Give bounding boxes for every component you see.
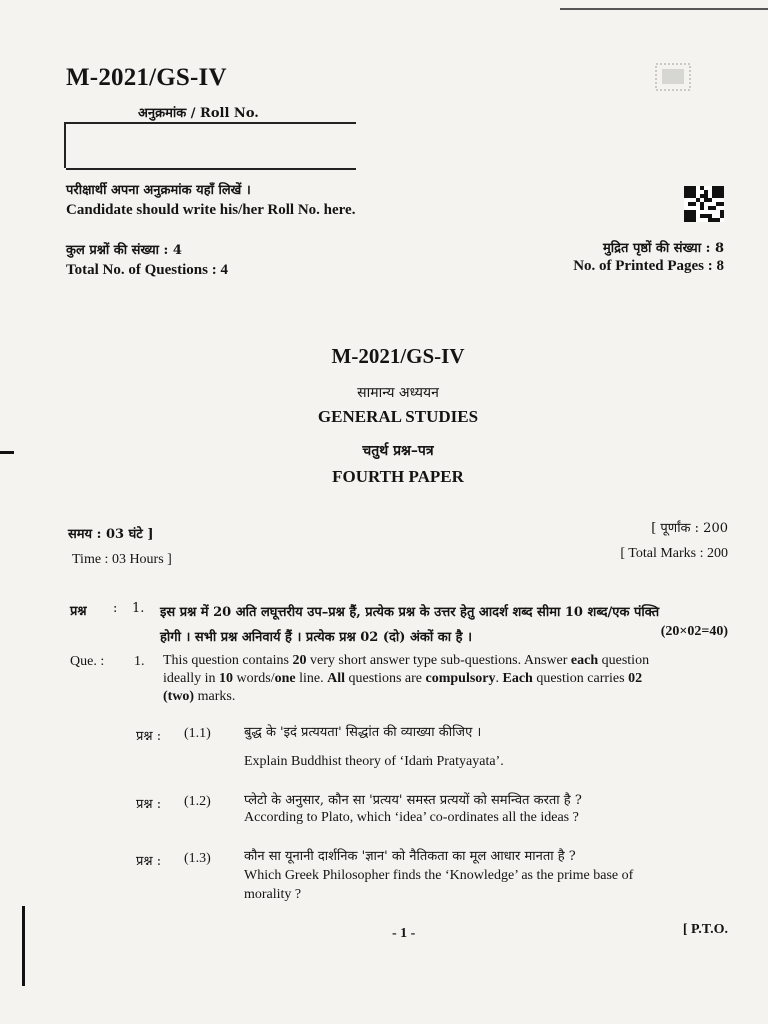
total-questions-english: Total No. of Questions : 4 (66, 262, 228, 278)
subject-hindi: सामान्य अध्ययन (357, 385, 439, 401)
question-label-hindi: प्रश्न (70, 604, 87, 619)
roll-instruction-english: Candidate should write his/her Roll No. here. (66, 202, 356, 218)
title-code: M-2021/GS-IV (331, 344, 465, 368)
please-turn-over: [ P.T.O. (682, 922, 728, 937)
printed-pages-english: No. of Printed Pages : 8 (573, 258, 724, 274)
question-text-english: This question contains 20 very short answer type sub-questions. Answer each question ideally in 10 words/one line. All questions are compulsory. Each question carries 02 (two) marks. (163, 653, 650, 704)
paper-english: FOURTH PAPER (332, 467, 464, 486)
roll-number-box[interactable] (64, 122, 356, 168)
question-number-hindi: 1. (132, 601, 145, 616)
sub-question-label: प्रश्न : (1.2) (136, 794, 211, 812)
top-edge-rule (560, 8, 768, 10)
time-english: Time : 03 Hours ] (72, 552, 172, 567)
stamp-mark-icon (652, 60, 696, 94)
question-colon: : (113, 601, 118, 616)
page-number: - 1 - (392, 926, 416, 941)
sub-question-text-english: Which Greek Philosopher finds the ‘Knowledge’ as the prime base of morality ? (244, 868, 634, 902)
total-questions-hindi: कुल प्रश्नों की संख्या : 4 (66, 243, 182, 258)
sub-question-label: प्रश्न : (1.1) (136, 726, 211, 744)
printed-pages-hindi: मुद्रित पृष्ठों की संख्या : 8 (603, 241, 724, 256)
question-number-english: 1. (134, 654, 145, 669)
question-label-english: Que. : (70, 654, 105, 669)
sub-question-number: (1.1) (184, 726, 211, 741)
total-marks-hindi: [ पूर्णांक : 200 (651, 521, 728, 536)
sub-question-number: (1.2) (184, 794, 211, 809)
qr-code-icon (684, 186, 724, 222)
sub-question-text-english: According to Plato, which ‘idea’ co-ordinates all the ideas ? (244, 810, 579, 825)
sub-question-number: (1.3) (184, 851, 211, 866)
sub-question-text-hindi: कौन सा यूनानी दार्शनिक 'ज्ञान' को नैतिकता का मूल आधार मानता है ? (244, 849, 576, 864)
question-text-hindi: इस प्रश्न में 20 अति लघूत्तरीय उप–प्रश्न हैं, प्रत्येक प्रश्न के उत्तर हेतु आदर्श शब्द सीमा 10 शब्द/एक पंक्ति होगी । सभी प्रश्न अनिवार्य हैं । प्रत्येक प्रश्न 02 (दो) अंकों का है । (160, 605, 660, 645)
paper-hindi: चतुर्थ प्रश्न–पत्र (362, 443, 434, 459)
roll-number-label: अनुक्रमांक / Roll No. (138, 106, 259, 121)
roll-instruction-hindi: परीक्षार्थी अपना अनुक्रमांक यहाँ लिखें । (66, 183, 251, 198)
question-marks: (20×02=40) (660, 624, 728, 639)
subject-english: GENERAL STUDIES (317, 407, 479, 426)
time-hindi: समय : 03 घंटे ] (68, 527, 154, 542)
sub-question-text-hindi: प्लेटो के अनुसार, कौन सा 'प्रत्यय' समस्त प्रत्ययों को समन्वित करता है ? (244, 793, 582, 808)
total-marks-english: [ Total Marks : 200 (620, 546, 728, 561)
paper-code: M-2021/GS-IV (66, 64, 227, 91)
sub-question-text-english: Explain Buddhist theory of ‘Idaṁ Pratyayata’. (244, 754, 504, 769)
sub-question-text-hindi: बुद्ध के 'इदं प्रत्ययता' सिद्धांत की व्याख्या कीजिए । (244, 725, 482, 740)
sub-question-label: प्रश्न : (1.3) (136, 851, 211, 869)
margin-line (22, 906, 25, 986)
